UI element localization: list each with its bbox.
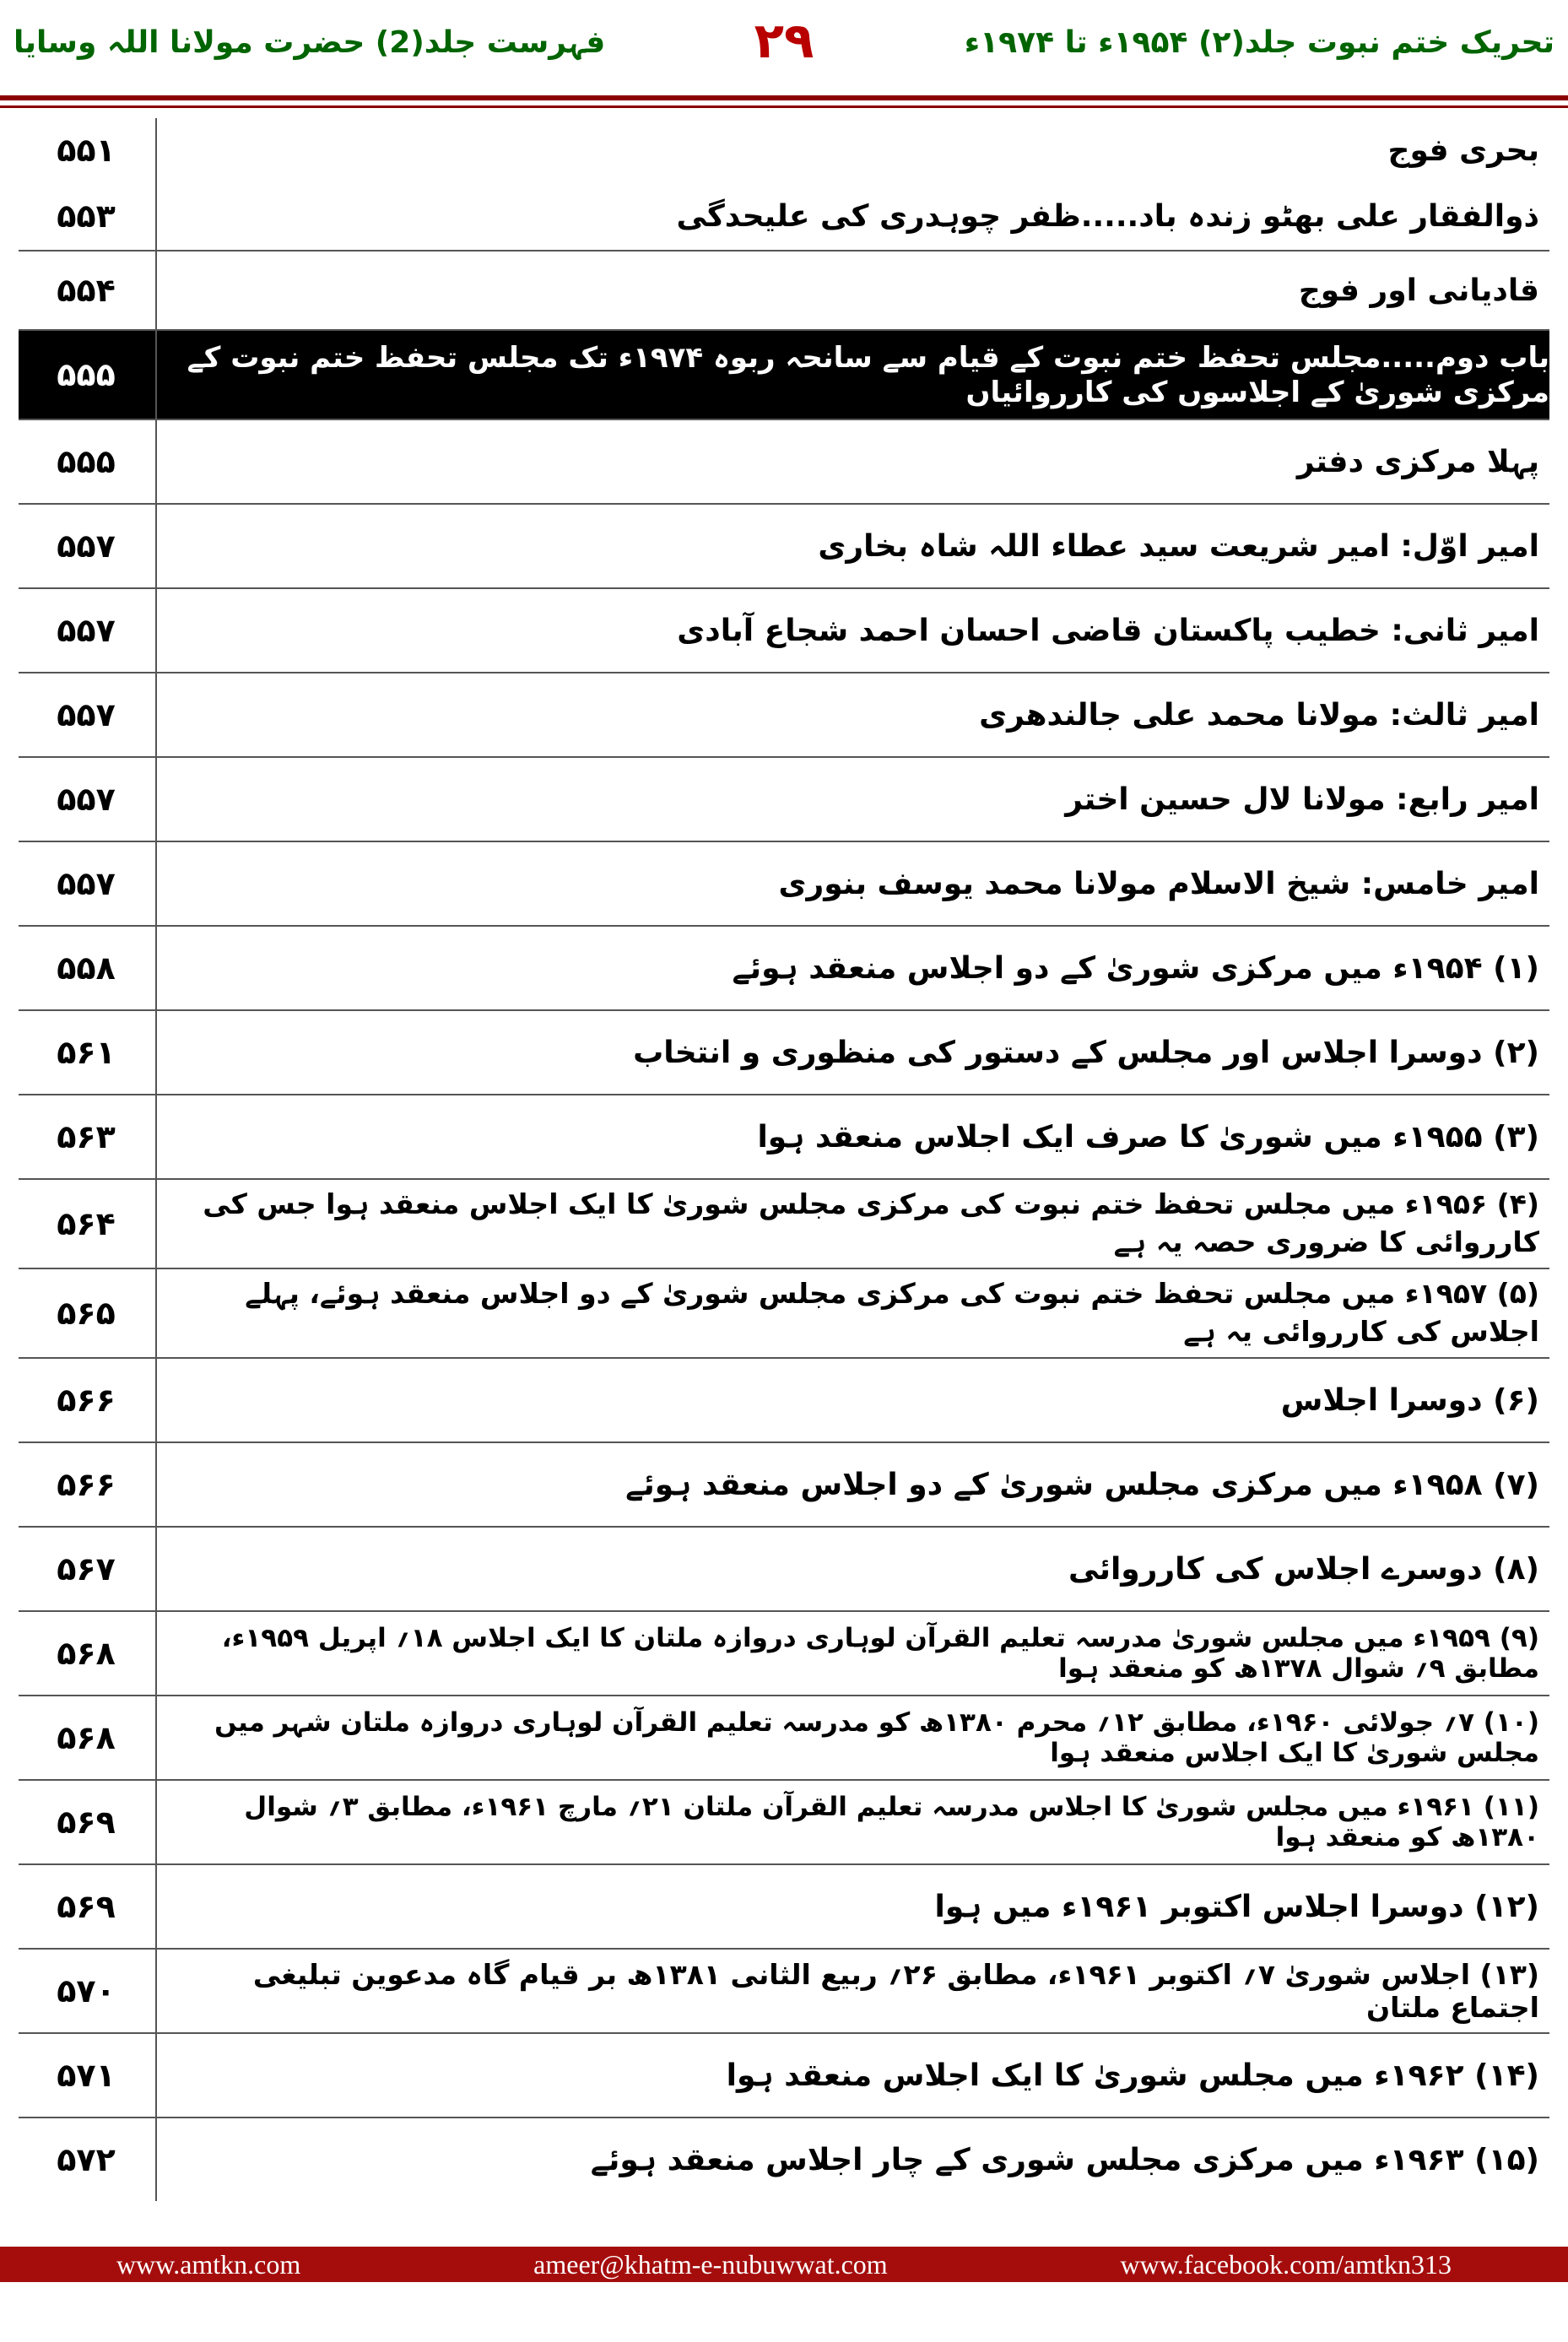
toc-entry-title: (۲) دوسرا اجلاس اور مجلس کے دستور کی منظوری و انتخاب <box>155 1011 1549 1094</box>
toc-page-number: ۵۵۴ <box>57 272 116 309</box>
toc-entry-title: (۱۳) اجلاس شوریٰ ۷؍ اکتوبر ۱۹۶۱ء، مطابق ۲۶؍ ربیع الثانی ۱۳۸۱ھ بر قیام گاہ مدعوین تبلیغی اجتماع ملتان <box>155 1950 1549 2032</box>
toc-row <box>19 1865 1549 1950</box>
toc-page-number: ۵۵۳ <box>57 197 116 235</box>
toc-page-number: ۵۶۹ <box>57 1804 116 1841</box>
toc-row <box>19 118 1549 182</box>
table-of-contents <box>19 118 1549 2201</box>
toc-entry-title: (۴) ۱۹۵۶ء میں مجلس تحفظ ختم نبوت کی مرکزی مجلس شوریٰ کا ایک اجلاس منعقد ہوا جس کی کارروائی کا ضروری حصہ یہ ہے <box>155 1180 1549 1268</box>
toc-entry-title: (۵) ۱۹۵۷ء میں مجلس تحفظ ختم نبوت کی مرکزی مجلس شوریٰ کے دو اجلاس منعقد ہوئے، پہلے اجلاس کی کارروائی یہ ہے <box>155 1269 1549 1357</box>
toc-row <box>19 182 1549 252</box>
page-footer <box>0 2247 1568 2282</box>
toc-row <box>19 505 1549 589</box>
toc-entry-title: امیر خامس: شیخ الاسلام مولانا محمد یوسف بنوری <box>155 842 1549 925</box>
toc-entry-title: امیر رابع: مولانا لال حسین اختر <box>155 758 1549 841</box>
toc-entry-title: بحری فوج <box>155 118 1549 182</box>
toc-entry-title: (۳) ۱۹۵۵ء میں شوریٰ کا صرف ایک اجلاس منعقد ہوا <box>155 1095 1549 1178</box>
toc-row <box>19 1781 1549 1865</box>
toc-row <box>19 2118 1549 2201</box>
toc-entry-title: (۱) ۱۹۵۴ء میں مرکزی شوریٰ کے دو اجلاس منعقد ہوئے <box>155 927 1549 1009</box>
toc-page-number: ۵۶۸ <box>57 1719 116 1756</box>
toc-row <box>19 673 1549 758</box>
toc-row <box>19 1950 1549 2034</box>
toc-page-number: ۵۶۶ <box>57 1382 116 1419</box>
toc-entry-title: (۸) دوسرے اجلاس کی کارروائی <box>155 1528 1549 1610</box>
toc-page-number: ۵۵۷ <box>57 696 116 733</box>
toc-page-number: ۵۷۲ <box>57 2141 116 2178</box>
header-book-volume: فہرست جلد(2) حضرت مولانا اللہ وسایا <box>14 25 606 60</box>
toc-row <box>19 842 1549 927</box>
toc-entry-title: قادیانی اور فوج <box>155 252 1549 329</box>
toc-row <box>19 1095 1549 1180</box>
toc-row <box>19 589 1549 673</box>
toc-page-number: ۵۶۶ <box>57 1466 116 1503</box>
toc-entry-title: (۷) ۱۹۵۸ء میں مرکزی مجلس شوریٰ کے دو اجلاس منعقد ہوئے <box>155 1443 1549 1526</box>
toc-page-number: ۵۵۵ <box>57 356 116 393</box>
toc-row <box>19 1011 1549 1095</box>
toc-page-number: ۵۵۷ <box>57 865 116 902</box>
toc-page-number: ۵۶۹ <box>57 1888 116 1925</box>
toc-page-number: ۵۷۱ <box>57 2057 116 2094</box>
toc-page-number: ۵۶۷ <box>57 1550 116 1587</box>
toc-entry-title: امیر اوّل: امیر شریعت سید عطاء اللہ شاہ بخاری <box>155 505 1549 587</box>
toc-page-number: ۵۶۸ <box>57 1635 116 1672</box>
toc-row <box>19 758 1549 842</box>
toc-row <box>19 927 1549 1011</box>
toc-page-number: ۵۵۵ <box>57 443 116 480</box>
toc-row <box>19 1696 1549 1781</box>
toc-page-number: ۵۵۱ <box>57 132 116 169</box>
toc-chapter-title: باب دوم.....مجلس تحفظ ختم نبوت کے قیام سے سانحہ ربوہ ۱۹۷۴ء تک مجلس تحفظ ختم نبوت کے مرکزی شوریٰ کے اجلاسوں کی کارروائیاں <box>155 331 1549 419</box>
toc-row <box>19 1180 1549 1269</box>
toc-entry-title: (۹) ۱۹۵۹ء میں مجلس شوریٰ مدرسہ تعلیم القرآن لوہاری دروازہ ملتان کا ایک اجلاس ۱۸؍ اپریل ۱۹۵۹ء، مطابق ۹؍ شوال ۱۳۷۸ھ کو منعقد ہوا <box>155 1612 1549 1695</box>
toc-entry-title: امیر ثالث: مولانا محمد علی جالندھری <box>155 673 1549 756</box>
toc-entry-title: (۶) دوسرا اجلاس <box>155 1359 1549 1441</box>
toc-entry-title: (۱۰) ۷؍ جولائی ۱۹۶۰ء، مطابق ۱۲؍ محرم ۱۳۸۰ھ کو مدرسہ تعلیم القرآن لوہاری دروازہ ملتان شہر میں مجلس شوریٰ کا ایک اجلاس منعقد ہوا <box>155 1696 1549 1779</box>
header-rule-thick <box>0 95 1568 100</box>
header-rule-thin <box>0 105 1568 108</box>
toc-entry-title: (۱۵) ۱۹۶۳ء میں مرکزی مجلس شوری کے چار اجلاس منعقد ہوئے <box>155 2118 1549 2201</box>
footer-facebook-link[interactable]: www.facebook.com/amtkn313 <box>1120 2248 1452 2280</box>
toc-page-number: ۵۵۷ <box>57 781 116 818</box>
toc-row <box>19 2034 1549 2118</box>
toc-entry-title: پہلا مرکزی دفتر <box>155 420 1549 503</box>
toc-row <box>19 420 1549 505</box>
toc-page-number: ۵۵۸ <box>57 949 116 987</box>
toc-page-number: ۵۶۵ <box>57 1295 116 1332</box>
toc-row <box>19 1528 1549 1612</box>
toc-row <box>19 1269 1549 1359</box>
header-book-title: تحریک ختم نبوت جلد(۲) ۱۹۵۴ء تا ۱۹۷۴ء <box>964 25 1554 60</box>
toc-entry-title: ذوالفقار علی بھٹو زندہ باد.....ظفر چوہدری کی علیحدگی <box>155 182 1549 250</box>
toc-row <box>19 252 1549 331</box>
toc-row <box>19 1359 1549 1443</box>
toc-page-number: ۵۶۱ <box>57 1034 116 1071</box>
toc-row <box>19 1443 1549 1528</box>
page-header <box>0 0 1568 93</box>
toc-row <box>19 1612 1549 1696</box>
toc-page-number: ۵۵۷ <box>57 612 116 649</box>
footer-email-link[interactable]: ameer@khatm-e-nubuwwat.com <box>533 2248 888 2280</box>
toc-entry-title: (۱۱) ۱۹۶۱ء میں مجلس شوریٰ کا اجلاس مدرسہ تعلیم القرآن ملتان ۲۱؍ مارچ ۱۹۶۱ء، مطابق ۳؍ شوال ۱۳۸۰ھ کو منعقد ہوا <box>155 1781 1549 1863</box>
page-number: ۲۹ <box>754 12 814 69</box>
toc-page-number: ۵۶۴ <box>57 1205 116 1242</box>
toc-page-number: ۵۶۳ <box>57 1118 116 1155</box>
toc-chapter-heading-row <box>19 331 1549 420</box>
toc-entry-title: امیر ثانی: خطیب پاکستان قاضی احسان احمد شجاع آبادی <box>155 589 1549 672</box>
toc-page-number: ۵۷۰ <box>57 1972 116 2009</box>
toc-page-number: ۵۵۷ <box>57 527 116 565</box>
toc-entry-title: (۱۴) ۱۹۶۲ء میں مجلس شوریٰ کا ایک اجلاس منعقد ہوا <box>155 2034 1549 2117</box>
footer-website-link[interactable]: www.amtkn.com <box>116 2248 301 2280</box>
toc-entry-title: (۱۲) دوسرا اجلاس اکتوبر ۱۹۶۱ء میں ہوا <box>155 1865 1549 1948</box>
